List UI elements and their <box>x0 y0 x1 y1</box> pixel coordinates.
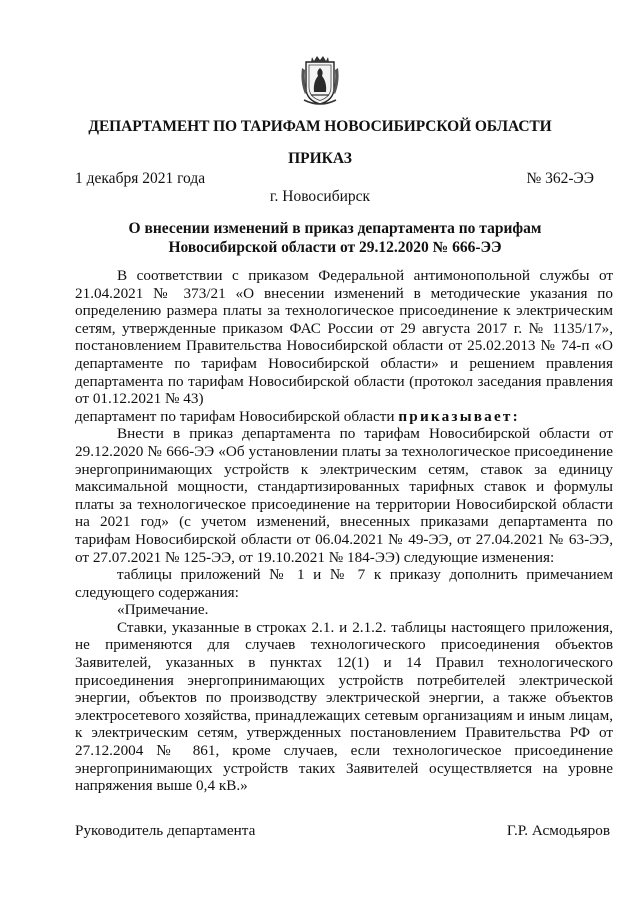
note-title: «Примечание. <box>117 601 209 619</box>
note-text: Ставки, указанные в строках 2.1. и 2.1.2. таблицы настоящего приложения, не применяются для случаев технологического присоединения объектов Заявителей, указанных в пунктах 12(1) и 14 Правил технологического присоединения энергопринимающих устройств потребителей электрической энергии, объектов по производству электрической энергии, а также объектов электросетевого хозяйства, принадлежащих сетевым организациям и иным лицам, к электрическим сетям, утвержденных постановлением Правительства РФ от 27.12.2004 № 861, кроме случаев, если технологическое присоединение энергопринимающих устройств таких Заявителей осуществляется на уровне напряжения выше 0,4 кВ.» <box>75 618 613 795</box>
order-body <box>75 267 613 795</box>
decree-word: приказывает: <box>398 407 520 425</box>
coat-of-arms-icon <box>299 54 341 106</box>
order-city: г. Новосибирск <box>269 188 371 205</box>
department-name: ДЕПАРТАМЕНТ ПО ТАРИФАМ НОВОСИБИРСКОЙ ОБЛАСТИ <box>88 118 552 135</box>
tables-paragraph: таблицы приложений № 1 и № 7 к приказу дополнить примечанием следующего содержания: <box>75 566 613 601</box>
order-subject: О внесении изменений в приказ департамента по тарифам Новосибирской области от 29.12.2020 № 666-ЭЭ <box>128 220 542 256</box>
order-date: 1 декабря 2021 года <box>75 170 206 187</box>
decree-line <box>75 408 613 426</box>
signatory-role: Руководитель департамента <box>75 822 256 839</box>
decree-lead: департамент по тарифам Новосибирской области <box>75 407 399 425</box>
document-type: ПРИКАЗ <box>288 150 352 167</box>
amendment-paragraph: Внести в приказ департамента по тарифам Новосибирской области от 29.12.2020 № 666-ЭЭ «Об установлении платы за технологическое присоединение энергопринимающих устройств к электрическим сетям, ставок за единицу максимальной мощности, стандартизированных тарифных ставок и формулы платы за технологическое присоединение на территории Новосибирской области на 2021 год» (с учетом изменений, внесенных приказами департамента по тарифам Новосибирской области от 06.04.2021 № 49-ЭЭ, от 27.04.2021 № 63-ЭЭ, от 27.07.2021 № 125-ЭЭ, от 19.10.2021 № 184-ЭЭ) следующие изменения: <box>75 425 613 566</box>
preamble-paragraph: В соответствии с приказом Федеральной антимонопольной службы от 21.04.2021 № 373/21 «О внесении изменений в методические указания по определению размера платы за технологическое присоединение к электрическим сетям, утвержденные приказом ФАС России от 29 августа 2017 г. № 1135/17», постановлением Правительства Новосибирской области от 25.02.2013 № 74-п «О департаменте по тарифам Новосибирской области» и решением правления департамента по тарифам Новосибирской области (протокол заседания правления от 01.12.2021 № 43) <box>75 267 613 408</box>
order-number: № 362-ЭЭ <box>526 170 594 187</box>
signatory-name: Г.Р. Асмодьяров <box>506 822 610 839</box>
